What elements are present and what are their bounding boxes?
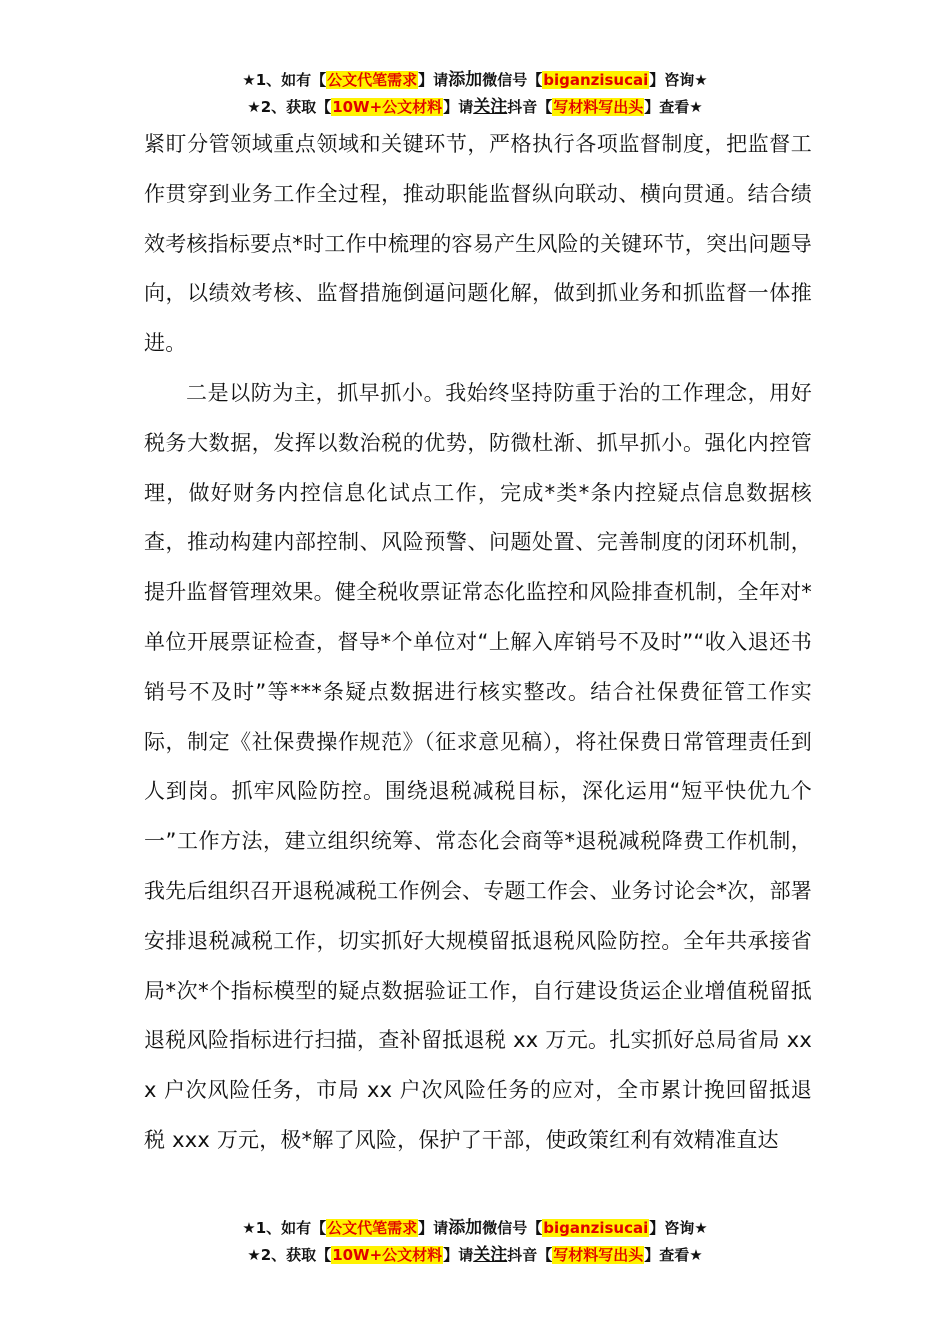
banner-text: 】请 — [443, 1246, 474, 1264]
banner-underline: 关注 — [473, 97, 508, 117]
banner-text: 抖音【 — [507, 98, 553, 116]
banner-text: 】请 — [418, 71, 449, 89]
paragraph-2: 二是以防为主，抓早抓小。我始终坚持防重于治的工作理念，用好税务大数据，发挥以数治税的优势，防微杜渐、抓早抓小。强化内控管理，做好财务内控信息化试点工作，完成*类*条内控疑点信息数据核查，推动构建内部控制、风险预警、问题处置、完善制度的闭环机制，提升监督管理效果。健全税收票证常态化监控和风险排查机制，全年对*单位开展票证检查，督导*个单位对“上解入库销号不及时”“收入退还书销号不及时”等***条疑点数据进行核实整改。结合社保费征管工作实际，制定《社保费操作规范》（征求意见稿），将社保费日常管理责任到人到岗。抓牢风险防控。围绕退税减税目标，深化运用“短平快优九个一”工作方法，建立组织统筹、常态化会商等*退税减税降费工作机制，我先后组织召开退税减税工作例会、专题工作会、业务讨论会*次，部署安排退税减税工作，切实抓好大规模留抵退税风险防控。全年共承接省局*次*个指标模型的疑点数据验证工作，自行建设货运企业增值税留抵退税风险指标进行扫描，查补留抵退税 xx 万元。扎实抓好总局省局 xxx 户次风险任务，市局 xx 户次风险任务的应对，全市累计挽回留抵退税 xxx 万元，极*解了风险，保护了干部，使政策红利有效精准直达 — [144, 380, 812, 1152]
banner-text: 】请 — [418, 1219, 449, 1237]
highlight-douyin-id: 写材料写出头 — [553, 98, 644, 116]
banner-text: 】咨询★ — [649, 71, 708, 89]
banner-text: 】咨询★ — [649, 1219, 708, 1237]
highlight-service: 公文代笔需求 — [327, 71, 418, 89]
banner-line-1 — [0, 67, 950, 94]
highlight-douyin-id: 写材料写出头 — [553, 1246, 644, 1264]
banner-text: ★2、获取【 — [247, 98, 332, 116]
document-body — [144, 120, 812, 1166]
highlight-wechat-id: biganzisucai — [543, 1219, 649, 1237]
banner-emphasis: 添加 — [448, 70, 483, 90]
banner-text: ★1、如有【 — [242, 71, 327, 89]
highlight-service: 公文代笔需求 — [327, 1219, 418, 1237]
header-banner — [0, 67, 950, 121]
banner-text: ★2、获取【 — [247, 1246, 332, 1264]
highlight-wechat-id: biganzisucai — [543, 71, 649, 89]
highlight-materials: 10W+公文材料 — [332, 98, 443, 116]
banner-emphasis: 添加 — [448, 1218, 483, 1238]
banner-line-1 — [0, 1215, 950, 1242]
banner-line-2 — [0, 1242, 950, 1269]
banner-text: 】请 — [443, 98, 474, 116]
footer-banner — [0, 1215, 950, 1269]
paragraph-1: 紧盯分管领域重点领域和关键环节，严格执行各项监督制度，把监督工作贯穿到业务工作全过程，推动职能监督纵向联动、横向贯通。结合绩效考核指标要点*时工作中梳理的容易产生风险的关键环节，突出问题导向，以绩效考核、监督措施倒逼问题化解，做到抓业务和抓监督一体推进。 — [144, 132, 812, 356]
banner-text: 】查看★ — [644, 98, 703, 116]
banner-line-2 — [0, 94, 950, 121]
banner-text: 微信号【 — [482, 71, 543, 89]
banner-text: 微信号【 — [482, 1219, 543, 1237]
highlight-materials: 10W+公文材料 — [332, 1246, 443, 1264]
banner-text: 】查看★ — [644, 1246, 703, 1264]
banner-text: ★1、如有【 — [242, 1219, 327, 1237]
banner-text: 抖音【 — [507, 1246, 553, 1264]
banner-underline: 关注 — [473, 1245, 508, 1265]
